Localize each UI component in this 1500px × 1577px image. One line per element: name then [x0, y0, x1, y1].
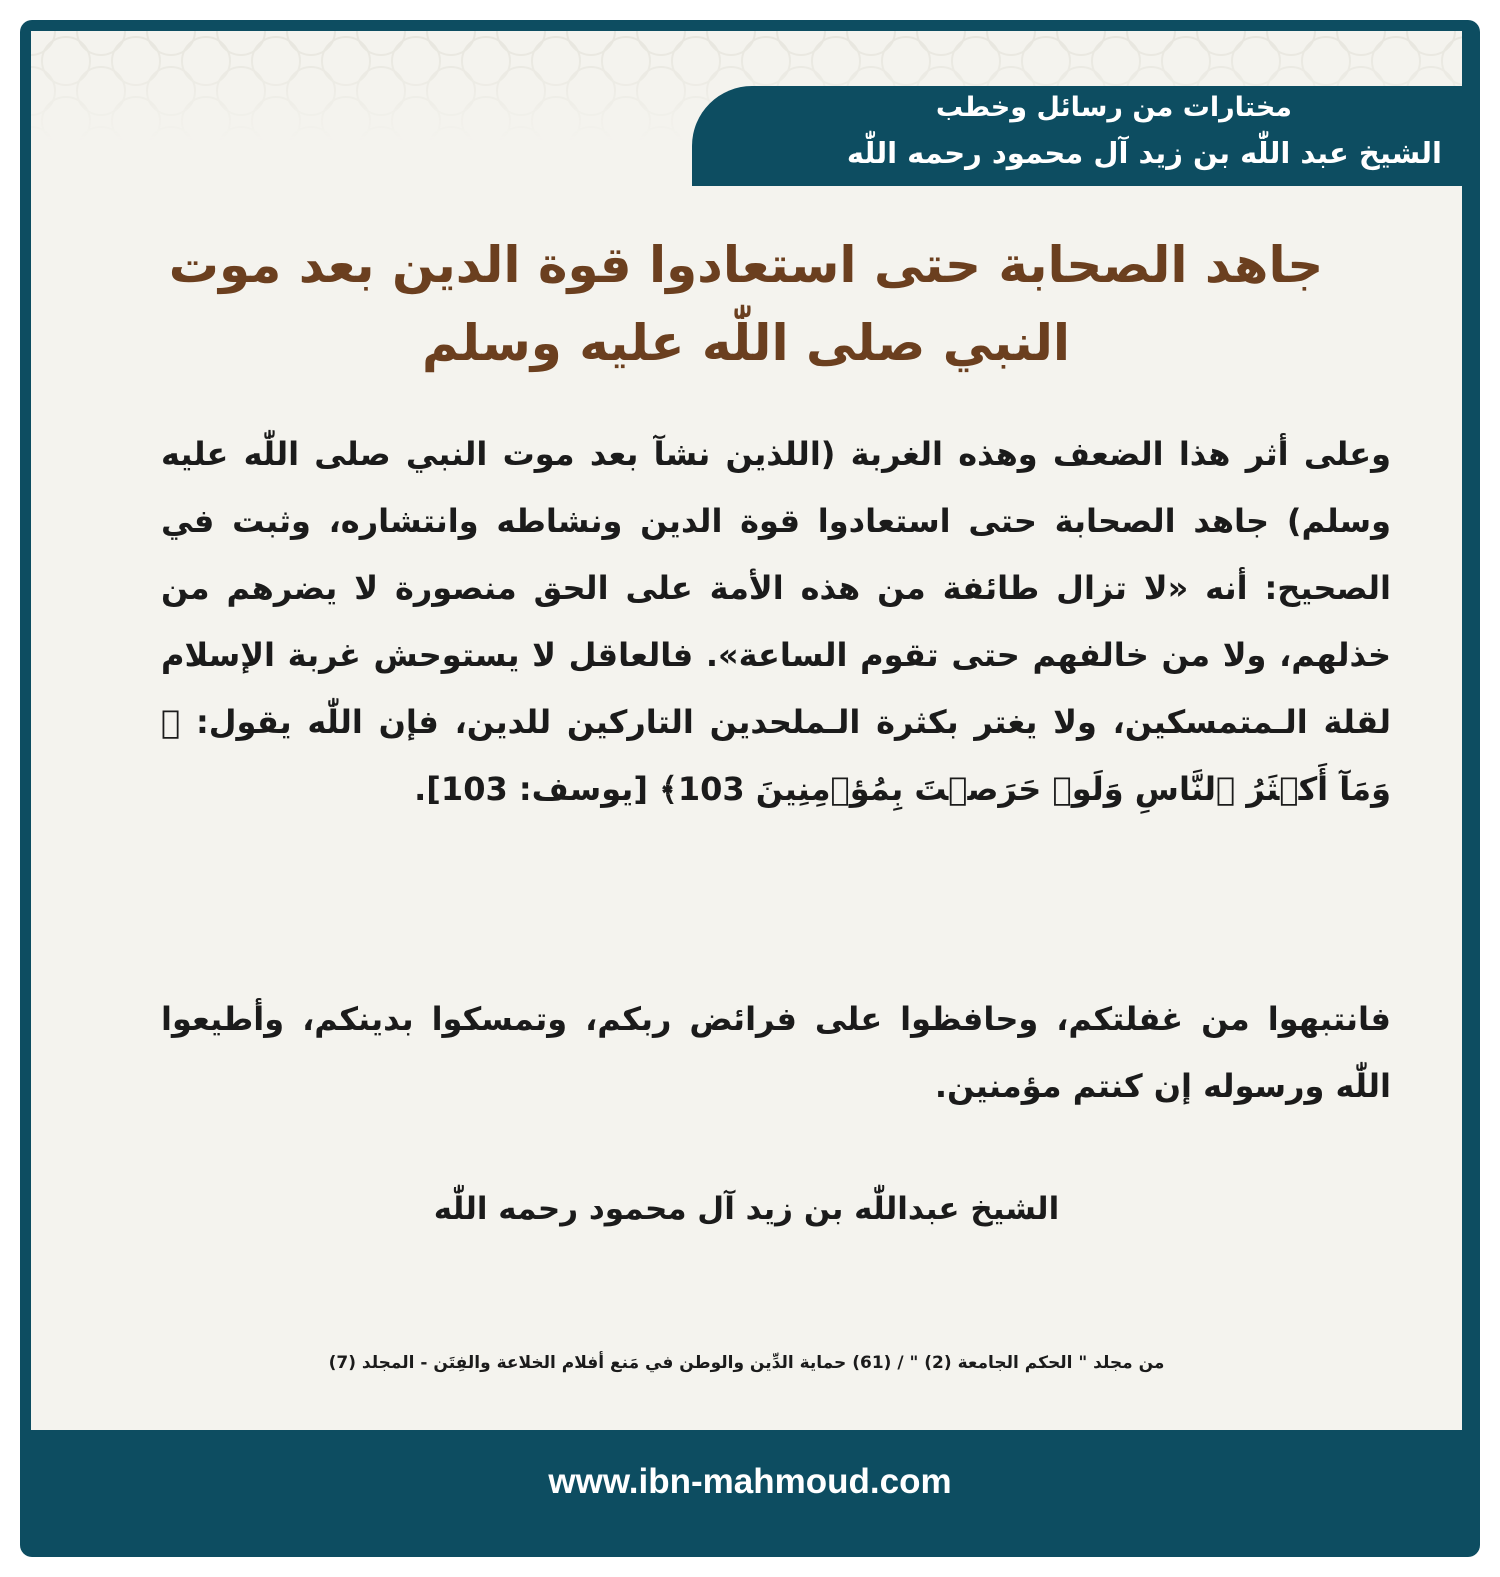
- signature: الشيخ عبداللّٰه بن زيد آل محمود رحمه اللّٰه: [433, 1191, 1060, 1227]
- header-banner: [692, 86, 1462, 186]
- header-subtitle: مختارات من رسائل وخطب: [935, 92, 1292, 123]
- content-panel: [31, 31, 1462, 1430]
- header-author: الشيخ عبد اللّٰه بن زيد آل محمود رحمه اللّٰه: [846, 136, 1442, 170]
- website-link[interactable]: www.ibn-mahmoud.com: [548, 1462, 952, 1501]
- source-citation: من مجلد " الحكم الجامعة (2) " / (61) حماية الدِّين والوطن في مَنع أفلام الخلاعة والفِتَن - المجلد (7): [328, 1353, 1165, 1373]
- page-title: جاهد الصحابة حتى استعادوا قوة الدين بعد موت النبي صلى اللّٰه عليه وسلم: [168, 236, 1324, 372]
- body-paragraph-1: وعلى أثر هذا الضعف وهذه الغربة (اللذين نشآ بعد موت النبي صلى اللّٰه عليه وسلم) جاهد الصحابة حتى استعادوا قوة الدين ونشاطه وانتشاره، وثبت في الصحيح: أنه «لا تزال طائفة من هذه الأمة على الحق منصورة لا يضرهم من خذلهم، ولا من خالفهم حتى تقوم الساعة». فالعاقل لا يستوحش غربة الإسلام لقلة الـمتمسكين، ولا يغتر بكثرة الـملحدين التاركين للدين، فإن اللّٰه يقول: ﴿ وَمَآ أَكۡثَرُ ٱلنَّاسِ وَلَوۡ حَرَصۡتَ بِمُؤۡمِنِينَ 103﴾ [يوسف: 103].: [161, 435, 1391, 808]
- body-paragraph-2: فانتبهوا من غفلتكم، وحافظوا على فرائض ربكم، وتمسكوا بدينكم، وأطيعوا اللّٰه ورسوله إن كنتم مؤمنين.: [161, 1000, 1391, 1105]
